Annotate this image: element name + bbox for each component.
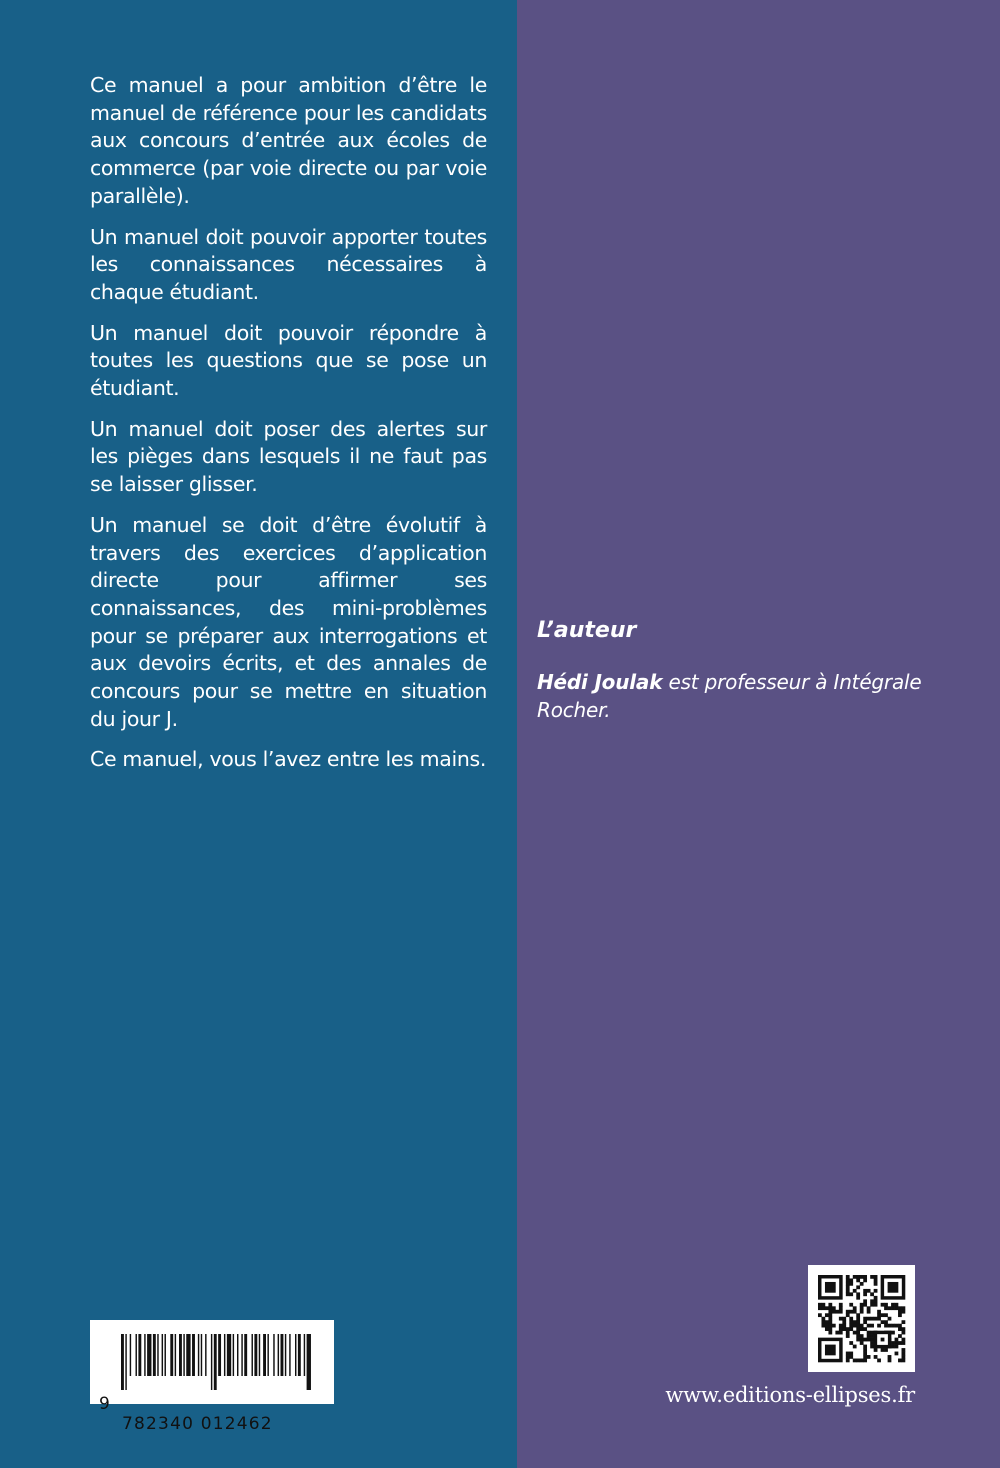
qr-module bbox=[846, 1285, 850, 1289]
qr-module bbox=[863, 1348, 867, 1352]
qr-module bbox=[877, 1313, 881, 1317]
qr-module bbox=[870, 1331, 874, 1335]
qr-module bbox=[849, 1352, 853, 1356]
qr-module bbox=[846, 1331, 850, 1335]
qr-module bbox=[898, 1324, 902, 1328]
qr-module bbox=[856, 1324, 860, 1328]
author-bio bbox=[537, 668, 937, 724]
blurb-paragraph-2: Un manuel doit pouvoir apporter toutes les connaissances nécessaires à chaque étudiant. bbox=[90, 224, 487, 304]
barcode-bar bbox=[273, 1334, 274, 1376]
qr-module bbox=[863, 1338, 867, 1342]
qr-module bbox=[846, 1292, 850, 1296]
barcode-bar bbox=[186, 1334, 190, 1376]
barcode-bar bbox=[144, 1334, 145, 1376]
qr-module bbox=[867, 1324, 871, 1328]
qr-module bbox=[818, 1306, 822, 1310]
qr-module bbox=[874, 1278, 878, 1282]
qr-code-icon bbox=[808, 1265, 915, 1372]
qr-module bbox=[870, 1334, 874, 1338]
qr-module bbox=[853, 1331, 857, 1335]
qr-module bbox=[849, 1310, 853, 1314]
qr-module bbox=[902, 1341, 906, 1345]
qr-module bbox=[895, 1338, 899, 1342]
qr-module bbox=[825, 1313, 829, 1317]
barcode-bar bbox=[130, 1334, 131, 1376]
qr-module bbox=[842, 1324, 846, 1328]
qr-module bbox=[842, 1327, 846, 1331]
barcode-bar bbox=[285, 1334, 286, 1376]
qr-module bbox=[821, 1306, 825, 1310]
barcode-bar bbox=[162, 1334, 163, 1376]
qr-module bbox=[856, 1359, 860, 1363]
qr-module bbox=[863, 1299, 867, 1303]
qr-module bbox=[881, 1338, 885, 1342]
qr-module bbox=[856, 1275, 860, 1279]
qr-module bbox=[888, 1359, 892, 1363]
qr-module bbox=[895, 1306, 899, 1310]
barcode-bar bbox=[192, 1334, 195, 1376]
qr-module bbox=[898, 1310, 902, 1314]
qr-module bbox=[860, 1341, 864, 1345]
qr-module bbox=[853, 1359, 857, 1363]
barcode-bar bbox=[153, 1334, 156, 1376]
qr-module bbox=[853, 1320, 857, 1324]
barcode-bar bbox=[278, 1334, 279, 1376]
barcode-bar bbox=[205, 1334, 206, 1376]
barcode-bar bbox=[136, 1334, 137, 1376]
qr-module bbox=[849, 1278, 853, 1282]
author-heading: L’auteur bbox=[537, 618, 637, 643]
isbn-barcode bbox=[90, 1320, 334, 1434]
qr-module bbox=[849, 1320, 853, 1324]
qr-module bbox=[828, 1317, 832, 1321]
qr-module bbox=[853, 1306, 857, 1310]
qr-module bbox=[902, 1310, 906, 1314]
qr-module bbox=[828, 1310, 832, 1314]
qr-module bbox=[874, 1317, 878, 1321]
qr-module bbox=[832, 1310, 836, 1314]
qr-module bbox=[853, 1275, 857, 1279]
qr-module bbox=[825, 1306, 829, 1310]
barcode-bar bbox=[281, 1334, 284, 1376]
qr-module bbox=[870, 1299, 874, 1303]
qr-module bbox=[828, 1313, 832, 1317]
qr-module bbox=[870, 1341, 874, 1345]
barcode-bar bbox=[227, 1334, 231, 1376]
qr-module bbox=[849, 1303, 853, 1307]
qr-module bbox=[849, 1317, 853, 1321]
qr-module bbox=[870, 1275, 874, 1279]
qr-module bbox=[902, 1338, 906, 1342]
barcode-bar bbox=[147, 1334, 151, 1376]
qr-module bbox=[898, 1359, 902, 1363]
qr-module bbox=[902, 1355, 906, 1359]
qr-module bbox=[860, 1338, 864, 1342]
qr-module bbox=[860, 1359, 864, 1363]
qr-module bbox=[846, 1359, 850, 1363]
qr-module bbox=[846, 1355, 850, 1359]
qr-module bbox=[818, 1313, 822, 1317]
qr-module bbox=[863, 1275, 867, 1279]
blurb-paragraph-5: Un manuel se doit d’être évolutif à travers des exercices d’application directe pour affirmer ses connaissances, des mini-problèmes pour se préparer aux interrogations et aux devoirs écrits, et des annales de concours pour se mettre en situation du jour J. bbox=[90, 512, 487, 731]
qr-module bbox=[895, 1324, 899, 1328]
qr-module bbox=[874, 1296, 878, 1300]
qr-module bbox=[863, 1289, 867, 1293]
qr-module bbox=[832, 1324, 836, 1328]
barcode-bar bbox=[201, 1334, 202, 1376]
barcode-bar bbox=[241, 1334, 242, 1376]
author-bio-text: est professeur à Intégrale Rocher. bbox=[537, 670, 922, 722]
qr-module bbox=[895, 1303, 899, 1307]
qr-module bbox=[874, 1289, 878, 1293]
barcode-bar bbox=[179, 1334, 182, 1376]
qr-module bbox=[856, 1331, 860, 1335]
qr-module bbox=[828, 1306, 832, 1310]
barcode-bar bbox=[263, 1334, 266, 1376]
qr-module bbox=[863, 1359, 867, 1363]
qr-module bbox=[867, 1317, 871, 1321]
qr-module bbox=[895, 1345, 899, 1349]
qr-module bbox=[870, 1324, 874, 1328]
qr-module bbox=[856, 1334, 860, 1338]
qr-module bbox=[828, 1331, 832, 1335]
qr-module bbox=[902, 1331, 906, 1335]
qr-module bbox=[874, 1348, 878, 1352]
qr-module bbox=[856, 1338, 860, 1342]
qr-module bbox=[825, 1327, 829, 1331]
qr-module bbox=[891, 1306, 895, 1310]
barcode-bar bbox=[138, 1334, 141, 1376]
qr-module bbox=[902, 1320, 906, 1324]
barcode-bar bbox=[183, 1334, 184, 1376]
qr-module bbox=[860, 1324, 864, 1328]
qr-module bbox=[870, 1317, 874, 1321]
qr-module bbox=[881, 1320, 885, 1324]
qr-module bbox=[898, 1334, 902, 1338]
qr-module bbox=[821, 1317, 825, 1321]
qr-module bbox=[818, 1303, 822, 1307]
qr-module bbox=[846, 1334, 850, 1338]
qr-module bbox=[842, 1320, 846, 1324]
barcode-digits bbox=[90, 1374, 334, 1454]
qr-module bbox=[856, 1278, 860, 1282]
qr-module bbox=[846, 1278, 850, 1282]
qr-module bbox=[863, 1352, 867, 1356]
qr-module bbox=[877, 1317, 881, 1321]
qr-module bbox=[881, 1303, 885, 1307]
qr-module bbox=[888, 1317, 892, 1321]
qr-module bbox=[874, 1303, 878, 1307]
qr-code bbox=[808, 1265, 915, 1372]
qr-module bbox=[825, 1324, 829, 1328]
barcode-first-digit: 9 bbox=[99, 1394, 112, 1414]
barcode-bar bbox=[295, 1334, 296, 1376]
qr-module bbox=[853, 1345, 857, 1349]
barcode-bar bbox=[237, 1334, 238, 1376]
qr-module bbox=[895, 1341, 899, 1345]
qr-module bbox=[874, 1299, 878, 1303]
qr-module bbox=[839, 1310, 843, 1314]
qr-module bbox=[867, 1306, 871, 1310]
qr-module bbox=[849, 1355, 853, 1359]
qr-module bbox=[863, 1327, 867, 1331]
qr-module bbox=[846, 1289, 850, 1293]
qr-module bbox=[863, 1345, 867, 1349]
qr-module bbox=[835, 1310, 839, 1314]
qr-module bbox=[860, 1282, 864, 1286]
barcode-bar bbox=[304, 1334, 305, 1376]
qr-module bbox=[888, 1282, 899, 1293]
qr-module bbox=[828, 1327, 832, 1331]
qr-module bbox=[891, 1345, 895, 1349]
qr-module bbox=[888, 1324, 892, 1328]
qr-module bbox=[884, 1303, 888, 1307]
qr-module bbox=[853, 1289, 857, 1293]
qr-module bbox=[863, 1320, 867, 1324]
qr-module bbox=[888, 1355, 892, 1359]
author-section bbox=[537, 614, 937, 724]
qr-module bbox=[898, 1313, 902, 1317]
qr-module bbox=[870, 1292, 874, 1296]
blurb-paragraph-6: Ce manuel, vous l’avez entre les mains. bbox=[90, 747, 486, 772]
qr-module bbox=[839, 1303, 843, 1307]
qr-module bbox=[846, 1282, 850, 1286]
qr-module bbox=[860, 1334, 864, 1338]
qr-module bbox=[849, 1327, 853, 1331]
qr-module bbox=[884, 1313, 888, 1317]
qr-module bbox=[888, 1306, 892, 1310]
qr-module bbox=[863, 1292, 867, 1296]
qr-module bbox=[874, 1275, 878, 1279]
qr-module bbox=[846, 1352, 850, 1356]
qr-module bbox=[895, 1352, 899, 1356]
qr-module bbox=[860, 1303, 864, 1307]
barcode-bar bbox=[267, 1334, 268, 1376]
qr-module bbox=[856, 1327, 860, 1331]
qr-module bbox=[902, 1348, 906, 1352]
qr-module bbox=[867, 1289, 871, 1293]
qr-module bbox=[891, 1324, 895, 1328]
barcode-bar bbox=[244, 1334, 247, 1376]
qr-module bbox=[860, 1310, 864, 1314]
qr-module bbox=[825, 1282, 836, 1293]
qr-module bbox=[881, 1313, 885, 1317]
qr-module bbox=[867, 1355, 871, 1359]
qr-module bbox=[891, 1331, 895, 1335]
qr-module bbox=[842, 1317, 846, 1321]
qr-module bbox=[846, 1327, 850, 1331]
qr-module bbox=[849, 1324, 853, 1328]
qr-module bbox=[884, 1320, 888, 1324]
qr-module bbox=[902, 1327, 906, 1331]
qr-module bbox=[849, 1282, 853, 1286]
blurb-paragraph-1: Ce manuel a pour ambition d’être le manuel de référence pour les candidats aux concours d’entrée aux écoles de commerce (par voie directe ou par voie parallèle). bbox=[90, 73, 487, 208]
qr-module bbox=[884, 1306, 888, 1310]
qr-module bbox=[839, 1331, 843, 1335]
qr-module bbox=[867, 1334, 871, 1338]
qr-module bbox=[839, 1306, 843, 1310]
qr-module bbox=[884, 1324, 888, 1328]
barcode-bar bbox=[175, 1334, 176, 1376]
qr-module bbox=[835, 1331, 839, 1335]
barcode-bar bbox=[224, 1334, 225, 1376]
qr-module bbox=[849, 1292, 853, 1296]
qr-module bbox=[902, 1352, 906, 1356]
barcode-bar bbox=[289, 1334, 290, 1376]
qr-module bbox=[849, 1341, 853, 1345]
qr-module bbox=[853, 1324, 857, 1328]
qr-module bbox=[898, 1341, 902, 1345]
qr-module bbox=[853, 1310, 857, 1314]
qr-module bbox=[821, 1324, 825, 1328]
qr-module bbox=[902, 1359, 906, 1363]
barcode-bar bbox=[170, 1334, 173, 1376]
qr-module bbox=[828, 1324, 832, 1328]
qr-module bbox=[860, 1306, 864, 1310]
qr-module bbox=[863, 1303, 867, 1307]
qr-module bbox=[856, 1296, 860, 1300]
qr-module bbox=[846, 1313, 850, 1317]
blurb-paragraph-4: Un manuel doit poser des alertes sur les pièges dans lesquels il ne faut pas se laisser glisser. bbox=[90, 416, 487, 497]
qr-module bbox=[828, 1303, 832, 1307]
qr-module bbox=[821, 1303, 825, 1307]
barcode-bar bbox=[259, 1334, 260, 1376]
qr-module bbox=[870, 1303, 874, 1307]
qr-module bbox=[874, 1355, 878, 1359]
qr-module bbox=[832, 1306, 836, 1310]
qr-module bbox=[839, 1324, 843, 1328]
qr-module bbox=[898, 1306, 902, 1310]
qr-module bbox=[825, 1345, 836, 1356]
qr-module bbox=[856, 1313, 860, 1317]
qr-module bbox=[902, 1306, 906, 1310]
qr-module bbox=[891, 1303, 895, 1307]
qr-module bbox=[867, 1310, 871, 1314]
qr-module bbox=[863, 1355, 867, 1359]
qr-module bbox=[867, 1331, 871, 1335]
qr-module bbox=[870, 1345, 874, 1349]
barcode-bar bbox=[298, 1334, 301, 1376]
barcode-number: 782340 012462 bbox=[122, 1414, 273, 1434]
barcode-bar bbox=[254, 1334, 257, 1376]
barcode-bar bbox=[233, 1334, 234, 1376]
qr-module bbox=[856, 1285, 860, 1289]
qr-module bbox=[821, 1320, 825, 1324]
qr-module bbox=[828, 1320, 832, 1324]
qr-module bbox=[839, 1317, 843, 1321]
right-panel bbox=[517, 0, 1000, 1468]
qr-module bbox=[846, 1310, 850, 1314]
barcode-bar bbox=[198, 1334, 199, 1376]
qr-module bbox=[860, 1327, 864, 1331]
barcode-bar bbox=[165, 1334, 166, 1376]
qr-module bbox=[860, 1275, 864, 1279]
barcode-bar bbox=[157, 1334, 158, 1376]
qr-module bbox=[867, 1338, 871, 1342]
author-name: Hédi Joulak bbox=[537, 670, 663, 694]
qr-module bbox=[856, 1292, 860, 1296]
qr-module bbox=[856, 1317, 860, 1321]
barcode-bar bbox=[218, 1334, 221, 1376]
publisher-website[interactable]: www.editions-ellipses.fr bbox=[665, 1383, 915, 1407]
qr-module bbox=[863, 1278, 867, 1282]
qr-module bbox=[856, 1320, 860, 1324]
qr-module bbox=[881, 1348, 885, 1352]
qr-module bbox=[846, 1275, 850, 1279]
qr-module bbox=[863, 1317, 867, 1321]
qr-module bbox=[877, 1359, 881, 1363]
back-cover-blurb bbox=[90, 72, 487, 787]
qr-module bbox=[877, 1310, 881, 1314]
qr-module bbox=[898, 1327, 902, 1331]
qr-module bbox=[874, 1282, 878, 1286]
qr-module bbox=[877, 1324, 881, 1328]
barcode-bar bbox=[252, 1334, 253, 1376]
qr-module bbox=[839, 1327, 843, 1331]
qr-module bbox=[825, 1320, 829, 1324]
qr-module bbox=[891, 1341, 895, 1345]
qr-module bbox=[884, 1348, 888, 1352]
blurb-paragraph-3: Un manuel doit pouvoir répondre à toutes les questions que se pose un étudiant. bbox=[90, 320, 487, 401]
qr-module bbox=[870, 1338, 874, 1342]
